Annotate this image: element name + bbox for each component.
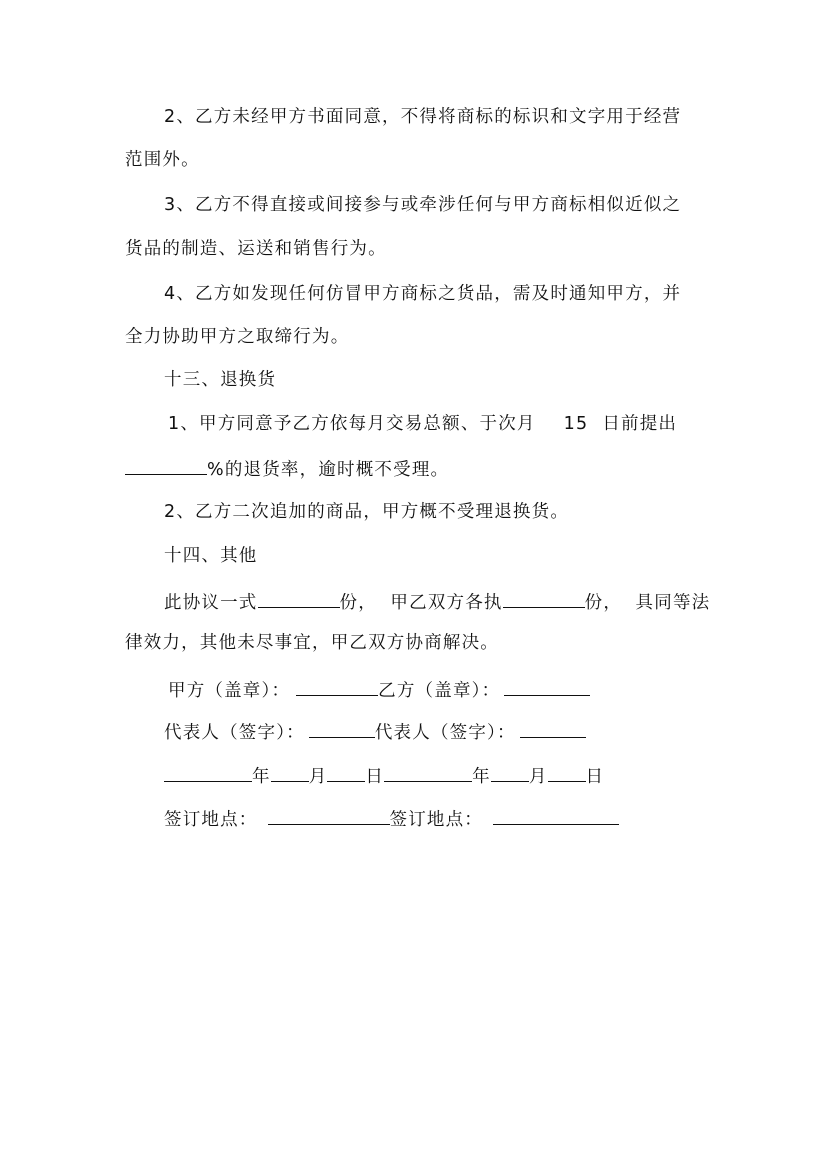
place-b-label: 签订地点： xyxy=(389,810,483,830)
party-b-seal-blank[interactable] xyxy=(504,677,590,696)
year-b-blank[interactable] xyxy=(384,763,472,782)
return-rule-1-text-end: 日前提出 xyxy=(602,414,678,434)
date-line xyxy=(164,763,604,788)
place-line xyxy=(164,806,619,831)
day-a-label: 日 xyxy=(365,767,385,787)
seal-line xyxy=(168,677,590,702)
clause-4-line-1: 4、乙方如发现任何仿冒甲方商标之货品，需及时通知甲方，并 xyxy=(164,284,682,304)
place-a-blank[interactable] xyxy=(268,806,390,825)
day-a-blank[interactable] xyxy=(327,763,365,782)
return-rate-blank[interactable] xyxy=(125,456,207,475)
copies-total-blank[interactable] xyxy=(258,589,340,608)
clause-3-line-1: 3、乙方不得直接或间接参与或牵涉任何与甲方商标相似近似之 xyxy=(164,195,682,215)
year-b-label: 年 xyxy=(472,767,491,787)
place-a-label: 签订地点： xyxy=(164,810,258,830)
return-rate-text: %的退货率，逾时概不受理。 xyxy=(207,460,450,480)
month-a-label: 月 xyxy=(308,767,328,787)
year-a-blank[interactable] xyxy=(164,763,252,782)
place-b-blank[interactable] xyxy=(493,806,619,825)
month-b-label: 月 xyxy=(528,767,548,787)
month-a-blank[interactable] xyxy=(271,763,309,782)
return-rule-1-text: 1、甲方同意予乙方依每月交易总额、于次月 xyxy=(168,414,536,434)
rep-b-label: 代表人（签字）： xyxy=(374,723,516,743)
copies-line-1 xyxy=(164,589,710,614)
day-b-label: 日 xyxy=(585,767,605,787)
section-14-heading: 十四、其他 xyxy=(164,546,258,566)
clause-3-line-2: 货品的制造、运送和销售行为。 xyxy=(125,239,387,259)
return-deadline-day: 15 xyxy=(563,414,589,434)
clause-2-line-1: 2、乙方未经甲方书面同意，不得将商标的标识和文字用于经营 xyxy=(164,107,682,127)
return-rule-1-line-1 xyxy=(168,413,677,435)
month-b-blank[interactable] xyxy=(491,763,529,782)
day-b-blank[interactable] xyxy=(548,763,586,782)
party-b-seal-label: 乙方（盖章）： xyxy=(378,681,501,701)
copies-each-text: 份， 甲乙双方各执 xyxy=(339,593,503,613)
rep-b-blank[interactable] xyxy=(520,719,586,738)
section-13-heading: 十三、退换货 xyxy=(164,370,277,390)
party-a-seal-blank[interactable] xyxy=(296,677,378,696)
copies-text: 此协议一式 xyxy=(164,593,258,613)
copies-line-2: 律效力，其他未尽事宜，甲乙双方协商解决。 xyxy=(125,633,499,653)
clause-4-line-2: 全力协助甲方之取缔行为。 xyxy=(125,327,350,347)
year-a-label: 年 xyxy=(252,767,271,787)
rep-a-blank[interactable] xyxy=(309,719,375,738)
copies-effect-text: 份， 具同等法 xyxy=(584,593,711,613)
party-a-seal-label: 甲方（盖章）： xyxy=(168,681,291,701)
representative-line xyxy=(164,719,586,744)
rep-a-label: 代表人（签字）： xyxy=(164,723,305,743)
return-rule-2: 2、乙方二次追加的商品，甲方概不受理退换货。 xyxy=(164,502,570,522)
clause-2-line-2: 范围外。 xyxy=(125,150,200,170)
copies-each-blank[interactable] xyxy=(503,589,585,608)
return-rule-1-line-2 xyxy=(125,456,449,481)
